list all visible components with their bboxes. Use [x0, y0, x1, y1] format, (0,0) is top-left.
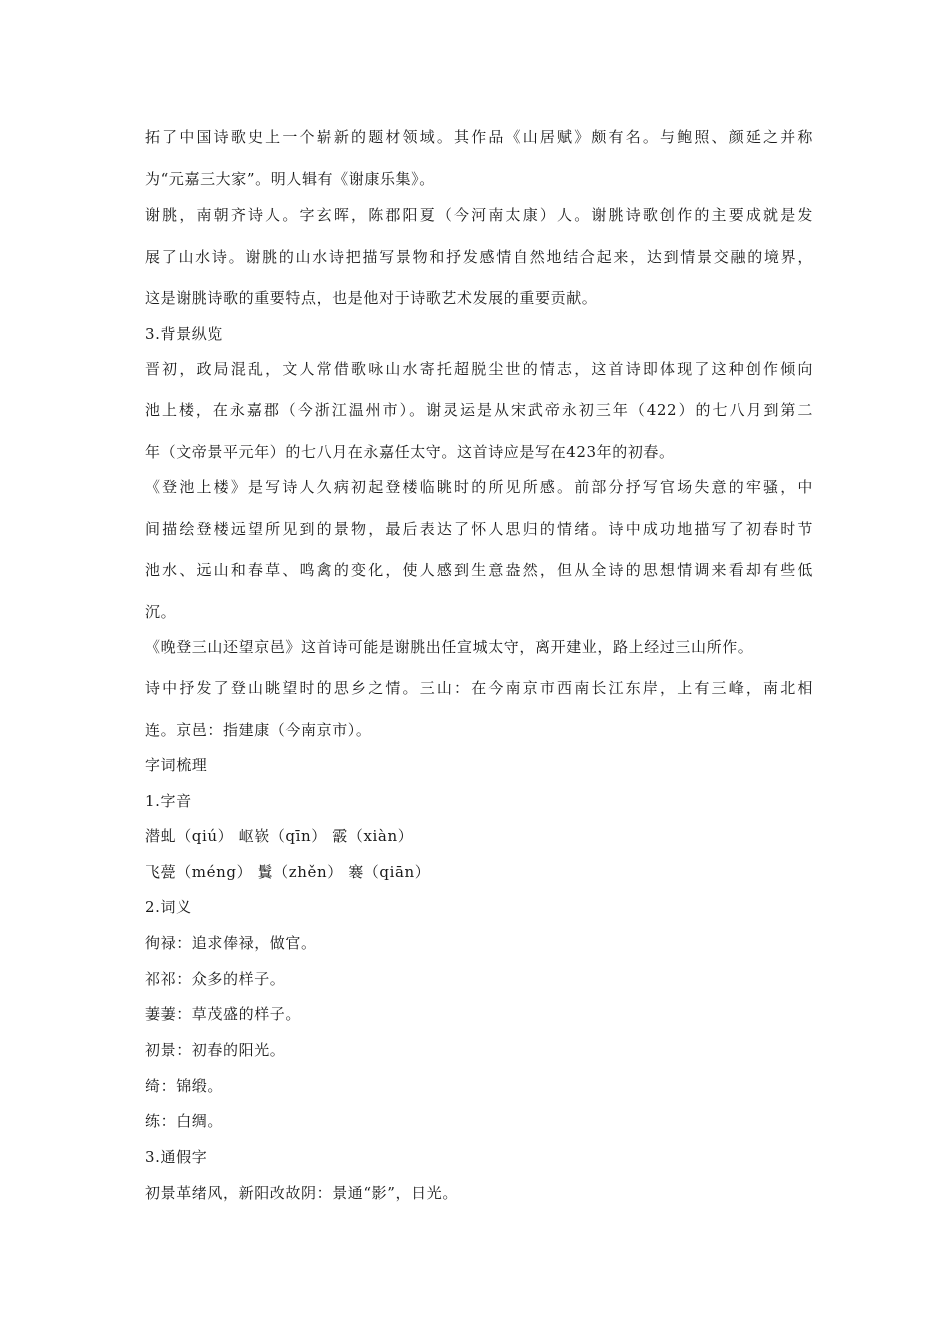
document-page: 拓了中国诗歌史上一个崭新的题材领域。其作品《山居赋》颇有名。与鲍照、颜延之并称 为“元嘉三大家”。明人辑有《谢康乐集》。 谢朓，南朝齐诗人。字玄晖，陈郡阳夏（今河南太康）人。谢朓诗歌创作的主要成就是发 展了山水诗。谢朓的山水诗把描写景物和抒发感情自然地结合起来，达到情景交融的境界， 这是谢朓诗歌的重要特点，也是他对于诗歌艺术发展的重要贡献。 3.背景纵览 晋初，政局混乱，文人常借歌咏山水寄托超脱尘世的情志，这首诗即体现了这种创作倾向 池上楼，在永嘉郡（今浙江温州市）。谢灵运是从宋武帝永初三年（422）的七八月到第二 年（文帝景平元年）的七八月在永嘉任太守。这首诗应是写在423年的初春。 《登池上楼》是写诗人久病初起登楼临眺时的所见所感。前部分抒写官场失意的牢骚，中 间描绘登楼远望所见到的景物，最后表达了怀人思归的情绪。诗中成功地描写了初春时节 池水、远山和春草、鸣禽的变化，使人感到生意盎然，但从全诗的思想情调来看却有些低 沉。 《晚登三山还望京邑》这首诗可能是谢朓出任宣城太守，离开建业，路上经过三山所作。 诗中抒发了登山眺望时的思乡之情。三山：在今南京市西南长江东岸，上有三峰，南北相 连。京邑：指建康（今南京市）。 字词梳理 1.字音 潜虬（qiú） 岖嵚（qīn） 霰（xiàn） 飞甍（méng） 鬒（zhěn） 褰（qiān） 2.词义 徇禄：追求俸禄，做官。 祁祁：众多的样子。 萋萋：草茂盛的样子。 初景：初春的阳光。 绮：锦缎。 练：白绸。 3.通假字 初景革绪风，新阳改故阴：景通“影”，日光。	[145, 128, 813, 1202]
